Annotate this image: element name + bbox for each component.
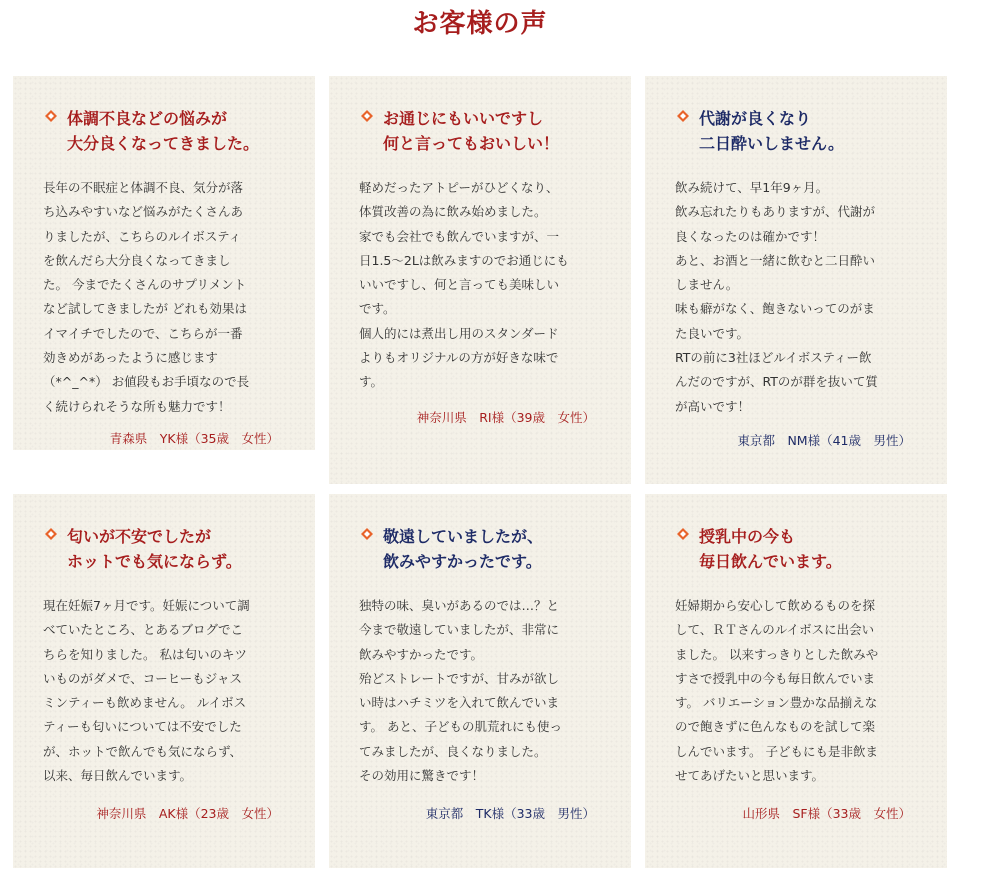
testimonial-text-line: 妊婦期から安心して飲めるものを探 [675,598,876,613]
testimonial-title-line: 毎日飲んでいます。 [699,552,842,571]
testimonial-title-line: 匂いが不安でしたが [67,527,212,546]
testimonial-body [43,594,299,788]
testimonial-text-line: 殆どストレートですが、甘みが欲し [359,670,560,686]
testimonial-text-line: 飲み忘れたりもありますが、代謝が [675,204,876,220]
testimonial-text-line: など試してきましたが どれも効果は [43,301,247,317]
diamond-bullet-icon [45,528,57,540]
testimonial-title-line: 敬遠していましたが、 [383,527,544,546]
testimonial-text-line: 飲みやすかったです。 [359,646,484,662]
diamond-bullet-icon [45,110,57,122]
testimonial-text-line: 長年の不眠症と体調不良、気分が落 [43,180,244,195]
testimonial-title-line: お通じにもいいですし [383,109,544,128]
testimonial-text-line: く続けられそうな所も魅力です！ [43,398,231,414]
testimonial-body [359,594,615,788]
testimonial-text-line: んだのですが、RTのが群を抜いて質 [675,374,878,390]
diamond-bullet-icon [677,528,689,540]
testimonial-text-line: （*^_^*） お値段もお手頃なので長 [43,374,250,390]
testimonial-author: 神奈川県 RI様（39歳 女性） [416,410,595,425]
testimonial-text-line: して、ＲＴさんのルイボスに出会い [675,622,875,638]
testimonial-text-line: りましたが、こちらのルイボスティ [43,228,242,244]
testimonial-author: 東京都 NM様（41歳 男性） [737,433,911,448]
testimonial-text-line: ち込みやすいなど悩みがたくさんあ [43,204,244,220]
testimonial-author: 神奈川県 AK様（23歳 女性） [96,806,279,821]
testimonial-title-line: 飲みやすかったです。 [383,552,542,571]
testimonial-text-line: てみましたが、良くなりました。 [359,743,547,759]
testimonial-title-line: 何と言ってもおいしい！ [383,134,560,153]
testimonial-card [645,76,947,484]
testimonial-body [675,176,931,419]
testimonial-text-line: た良いです。 [675,325,750,341]
testimonial-card [13,494,315,868]
testimonial-text-line: 味も癖がなく、飽きないってのがま [675,301,875,317]
testimonial-text-line: すさで授乳中の今も毎日飲んでいま [675,670,876,686]
testimonial-text-line: あと、お酒と一緒に飲むと二日酔い [675,252,876,268]
testimonial-text-line: ました。 以来すっきりとした飲みや [675,646,879,662]
testimonial-text-line: よりもオリジナルの方が好きな味で [359,350,559,366]
testimonial-text-line: イマイチでしたので、こちらが一番 [43,325,243,341]
testimonial-text-line: ので飽きずに色んなものを試して楽 [675,719,876,735]
testimonial-text-line: いものがダメで、コーヒーもジャス [43,670,243,686]
diamond-bullet-icon [677,110,689,122]
testimonial-text-line: 今まで敬遠していましたが、非常に [359,622,560,638]
testimonial-card [13,76,315,450]
testimonial-text-line: ミンティーも飲めません。 ルイボス [43,695,247,711]
testimonial-text-line: 効きめがあったように感じます [43,350,218,366]
testimonial-title-line: 授乳中の今も [699,527,796,546]
testimonial-text-line: です。 [359,301,396,317]
testimonial-text-line: い時はハチミツを入れて飲んでいま [359,695,560,711]
testimonial-author: 青森県 YK様（35歳 女性） [109,431,279,446]
testimonial-body [675,594,931,788]
testimonial-author: 山形県 SF様（33歳 女性） [742,806,911,821]
testimonial-text-line: ちらを知りました。 私は匂いのキツ [43,646,247,662]
testimonial-title-line: 代謝が良くなり [699,109,812,128]
testimonial-text-line: 良くなったのは確かです！ [675,228,826,244]
testimonial-text-line: が高いです！ [675,398,751,414]
testimonial-text-line: 独特の味、臭いがあるのでは…？と [359,598,560,613]
testimonial-text-line: 飲み続けて、早1年9ヶ月。 [675,180,829,195]
testimonial-text-line: しんでいます。 子どもにも是非飲ま [675,743,878,759]
testimonial-text-line: 個人的には煮出し用のスタンダード [359,325,559,341]
diamond-bullet-icon [361,110,373,122]
testimonial-text-line: いいですし、何と言っても美味しい [359,277,560,293]
testimonial-text-line: 家でも会社でも飲んでいますが、一 [359,228,560,244]
testimonial-title-line: 体調不良などの悩みが [67,109,228,128]
testimonial-text-line: 現在妊娠7ヶ月です。妊娠について調 [43,598,250,613]
testimonial-text-line: を飲んだら大分良くなってきまし [43,252,231,268]
diamond-bullet-icon [361,528,373,540]
testimonial-card [329,494,631,868]
testimonial-text-line: 体質改善の為に飲み始めました。 [359,204,547,220]
testimonial-title-line: ホットでも気にならず。 [67,552,242,571]
testimonial-text-line: RTの前に3社ほどルイボスティー飲 [675,350,872,366]
testimonial-text-line: しません。 [675,277,739,293]
testimonial-text-line: せてあげたいと思います。 [675,768,825,784]
testimonial-card [645,494,947,868]
testimonial-text-line: す。 バリエーション豊かな品揃えな [675,695,878,711]
testimonial-text-line: た。 今までたくさんのサプリメント [43,277,247,293]
testimonial-text-line: べていたところ、とあるブログでこ [43,622,244,638]
page-title: お客様の声 [412,9,548,39]
testimonial-text-line: が、ホットで飲んでも気にならず、 [43,743,243,759]
testimonial-card [329,76,631,484]
testimonial-body [43,176,299,419]
testimonial-body [359,176,615,395]
testimonial-title-line: 大分良くなってきました。 [67,134,260,153]
testimonial-text-line: す。 あと、子どもの肌荒れにも使っ [359,719,562,735]
testimonial-text-line: 日1.5～2Lは飲みますのでお通じにも [359,252,569,268]
testimonial-text-line: 以来、毎日飲んでいます。 [43,768,193,784]
testimonial-text-line: ティーも匂いについては不安でした [43,719,242,735]
testimonial-text-line: その効用に驚きです！ [359,768,485,784]
testimonial-title-line: 二日酔いしません。 [699,134,844,153]
testimonial-author: 東京都 TK様（33歳 男性） [425,806,595,821]
testimonial-text-line: 軽めだったアトピーがひどくなり、 [359,180,559,195]
testimonial-text-line: す。 [359,374,384,390]
